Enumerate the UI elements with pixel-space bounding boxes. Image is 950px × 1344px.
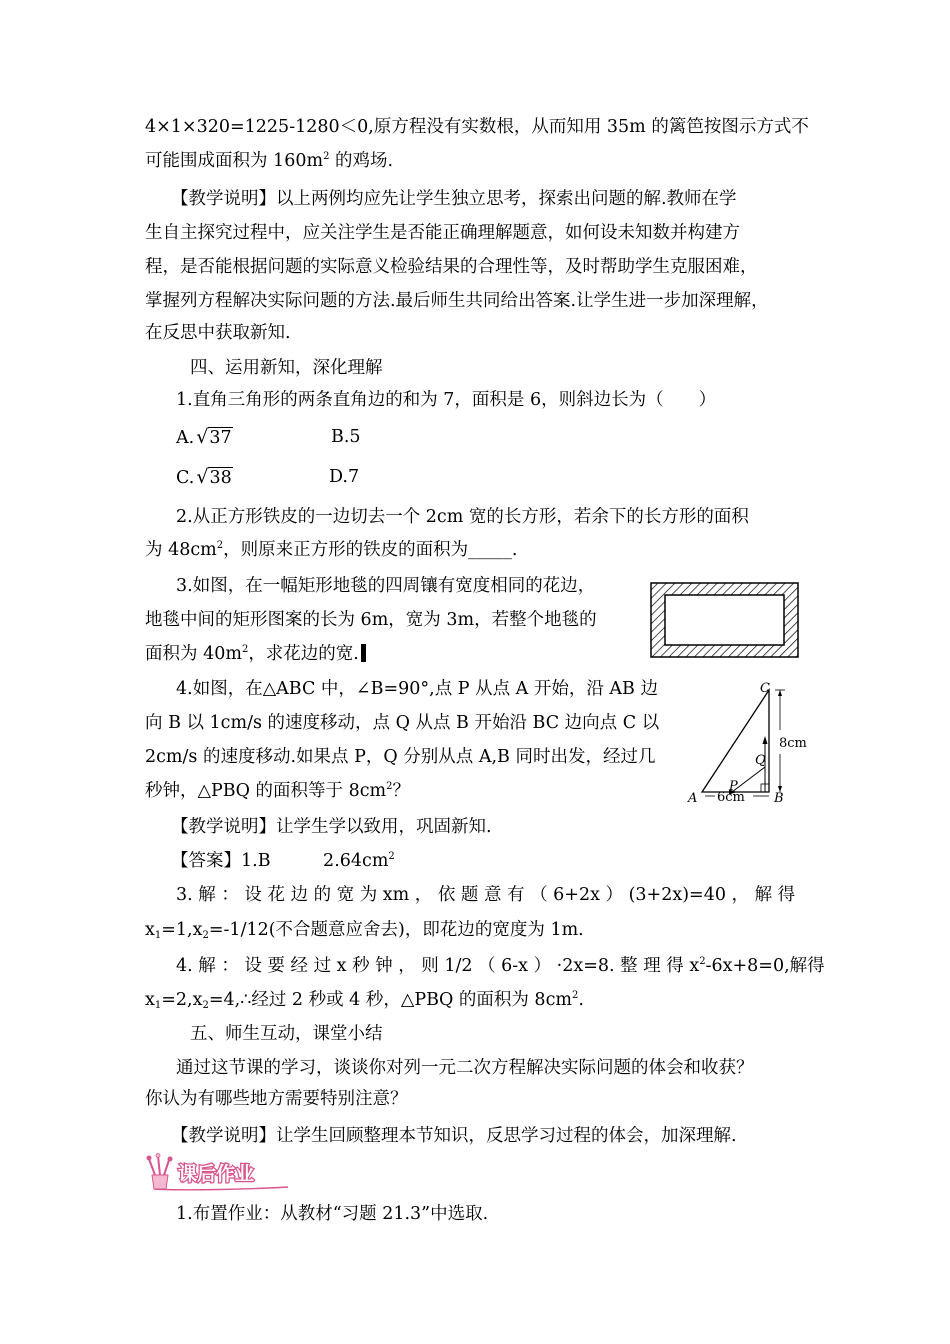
question-1: 1.直角三角形的两条直角边的和为 7，面积是 6，则斜边长为（ ） (176, 390, 717, 410)
solution-3-cont: $x_1=1,x_2=-1/12$(不合题意应舍去)，即花边的宽度为 1m. (145, 920, 584, 941)
text-line: 在反思中获取新知. (145, 323, 291, 343)
question-4: 4.如图，在△ABC 中，∠B=90°,点 P 从点 A 开始，沿 AB 边 (176, 679, 658, 699)
banner-title: 课后作业 (178, 1163, 255, 1185)
section-heading-4: 四、运用新知，深化理解 (190, 358, 383, 378)
label-6cm: 6cm (717, 790, 745, 805)
homework-item: 1.布置作业：从教材“习题 21.3”中选取. (176, 1204, 489, 1224)
option-d: D.7 (329, 467, 360, 487)
label-8cm: 8cm (779, 736, 807, 751)
solution-4: 4. 解 ： 设 要 经 过 x 秒 钟 ， 则 1/2 （ 6-x ） ·2x=8. 整 理 得 $x^2-6x+8=0$,解得 (176, 956, 825, 976)
solution-3: 3. 解 ： 设 花 边 的 宽 为 xm ， 依 题 意 有 （ 6+2x ） (3+2x)=40 ， 解 得 (176, 885, 796, 905)
answer-line: 【答案】1.B $2.64cm^2$ (171, 851, 395, 871)
text-cursor (361, 644, 366, 662)
teaching-note: 【教学说明】让学生回顾整理本节知识，反思学习过程的体会，加深理解. (171, 1126, 737, 1146)
label-a: A (688, 791, 698, 806)
arrow-q (763, 736, 768, 744)
question-4-cont: 秒钟，△PBQ 的面积等于 $8cm^2$？ (145, 781, 410, 801)
option-a: A. √37 (176, 426, 232, 448)
pencil-cup-icon (147, 1154, 173, 1190)
label-b: B (774, 791, 784, 806)
summary-text: 你认为有哪些地方需要特别注意？ (145, 1089, 408, 1109)
option-b: B.5 (331, 427, 361, 447)
text-line: 4×1×320=1225-1280＜0,原方程没有实数根，从而知用 35m 的篱笆按图示方式不 (145, 117, 809, 137)
text-line: 程，是否能根据问题的实际意义检验结果的合理性等，及时帮助学生克服困难， (145, 257, 758, 277)
question-2: 2.从正方形铁皮的一边切去一个 2cm 宽的长方形，若余下的长方形的面积 (176, 507, 749, 527)
label-p: P (729, 779, 738, 794)
label-c: C (760, 681, 770, 696)
triangle-abc (702, 690, 769, 792)
question-2-cont: 为 $48cm^2$，则原来正方形的铁皮的面积为_____. (145, 540, 518, 560)
text-line: 可能围成面积为 $160m^2$ 的鸡场. (145, 151, 394, 171)
carpet-figure (650, 582, 799, 658)
question-3-cont: 面积为 $40m^2$，求花边的宽. (145, 642, 366, 666)
summary-text: 通过这节课的学习，谈谈你对列一元二次方程解决实际问题的体会和收获？ (176, 1058, 754, 1078)
teaching-note: 【教学说明】以上两例均应先让学生独立思考，探索出问题的解.教师在学 (171, 189, 737, 209)
banner-underline (154, 1187, 288, 1190)
question-4-cont: 2cm/s 的速度移动.如果点 P，Q 分别从点 A,B 同时出发，经过几 (145, 747, 656, 767)
question-3-cont: 地毯中间的矩形图案的长为 6m，宽为 3m，若整个地毯的 (145, 610, 597, 630)
homework-banner (144, 1153, 290, 1193)
text-line: 生自主探究过程中，应关注学生是否能正确理解题意，如何设未知数并构建方 (145, 223, 740, 243)
question-3: 3.如图，在一幅矩形地毯的四周镶有宽度相同的花边， (176, 576, 596, 596)
teaching-note: 【教学说明】让学生学以致用，巩固新知. (171, 817, 492, 837)
text-line: 掌握列方程解决实际问题的方法.最后师生共同给出答案.让学生进一步加深理解， (145, 291, 769, 311)
section-heading-5: 五、师生互动，课堂小结 (190, 1024, 383, 1044)
solution-4-cont: $x_1=2,x_2=4,\therefore$经过 2 秒或 4 秒，△PBQ 的面积为 $8cm^2$. (145, 990, 584, 1011)
triangle-figure (685, 680, 810, 806)
question-4-cont: 向 B 以 1cm/s 的速度移动，点 Q 从点 B 开始沿 BC 边向点 C 以 (145, 713, 660, 733)
label-q: Q (755, 753, 766, 768)
option-c: C. √38 (176, 466, 232, 488)
